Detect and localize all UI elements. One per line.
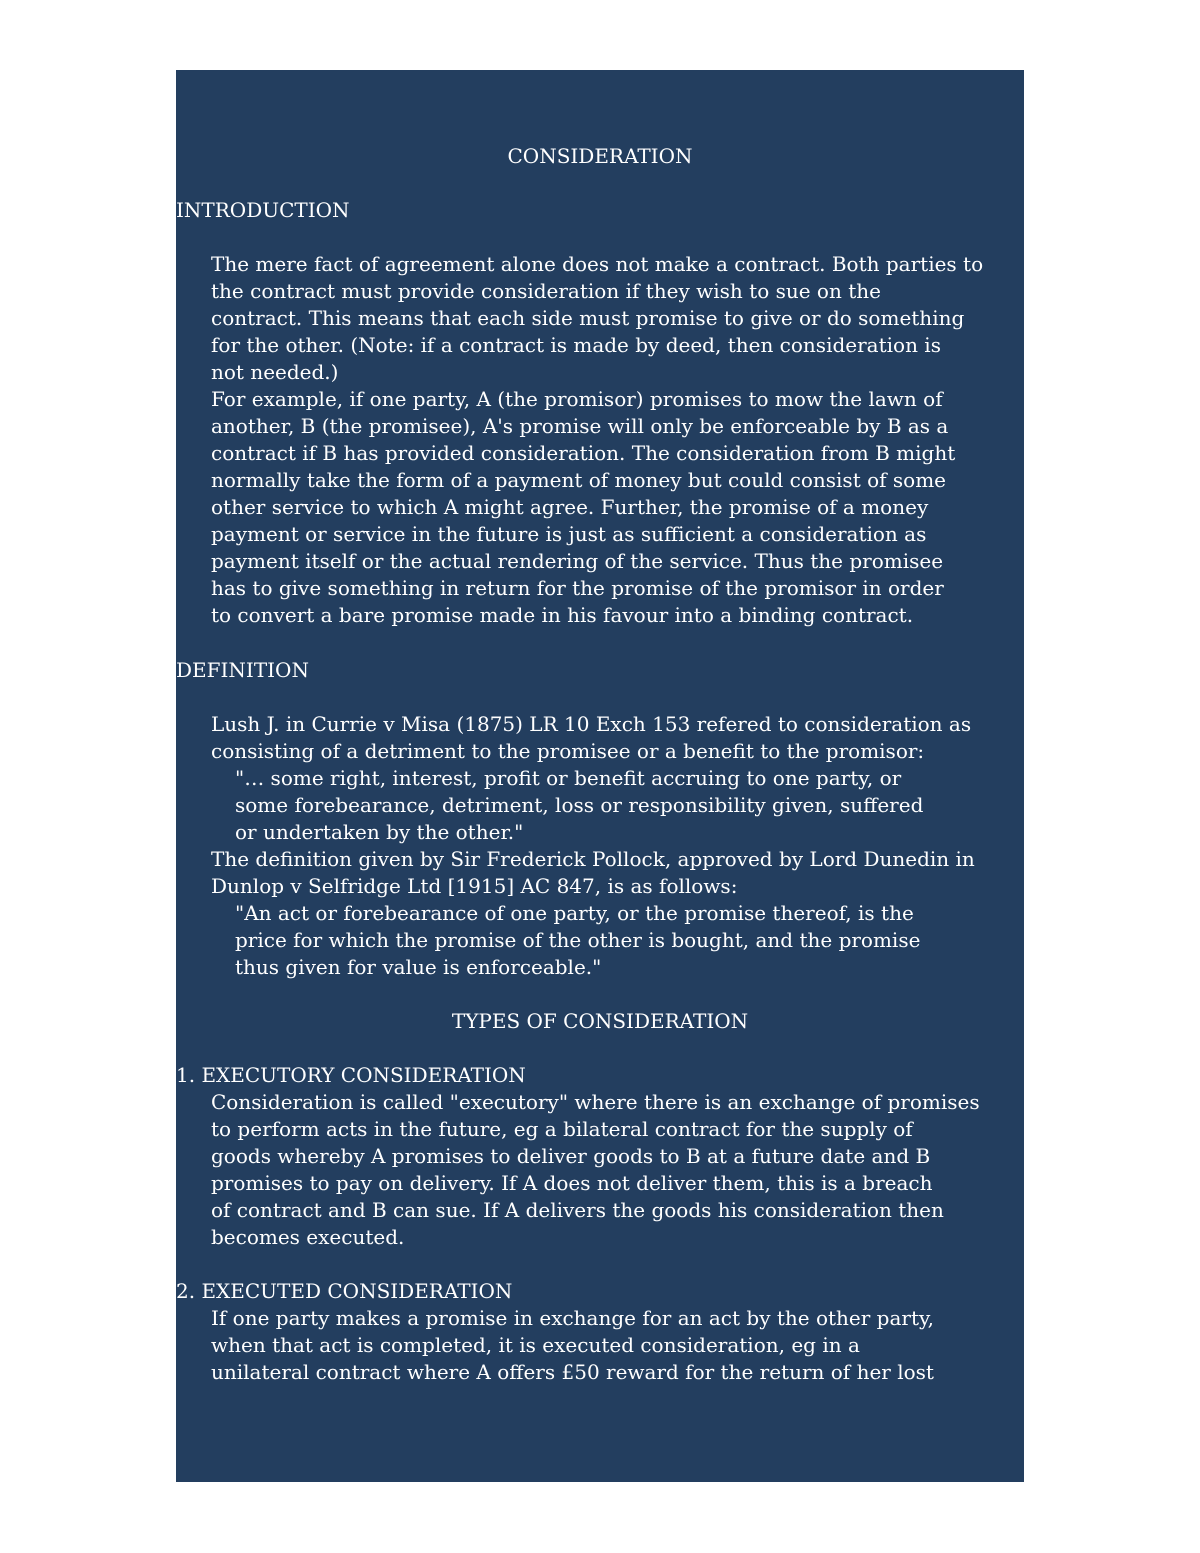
paragraph-line: payment itself or the actual rendering of the service. Thus the promisee: [211, 549, 944, 573]
definition-quote-pollock: [235, 900, 1015, 981]
paragraph-line: other service to which A might agree. Further, the promise of a money: [211, 495, 929, 519]
paragraph-line: The definition given by Sir Frederick Pollock, approved by Lord Dunedin in: [211, 847, 975, 871]
types-heading: TYPES OF CONSIDERATION: [451, 1009, 749, 1033]
executed-heading: 2. EXECUTED CONSIDERATION: [176, 1279, 513, 1303]
document-page: [176, 70, 1024, 1482]
quote-line: some forebearance, detriment, loss or responsibility given, suffered: [235, 793, 924, 817]
paragraph-line: the contract must provide consideration if they wish to sue on the: [211, 279, 881, 303]
paragraph-line: becomes executed.: [211, 1225, 405, 1249]
paragraph-line: If one party makes a promise in exchange for an act by the other party,: [211, 1306, 935, 1330]
paragraph-line: goods whereby A promises to deliver goods to B at a future date and B: [211, 1144, 931, 1168]
paragraph-line: for the other. (Note: if a contract is made by deed, then consideration is: [211, 333, 941, 357]
quote-line: "… some right, interest, profit or benefit accruing to one party, or: [235, 766, 902, 790]
quote-line: or undertaken by the other.": [235, 820, 524, 844]
paragraph-line: consisting of a detriment to the promisee or a benefit to the promisor:: [211, 739, 925, 763]
definition-intro-paragraph: [211, 711, 1023, 765]
definition-quote-currie: [235, 765, 1015, 846]
paragraph-line: unilateral contract where A offers £50 reward for the return of her lost: [211, 1360, 934, 1384]
paragraph-line: not needed.): [211, 360, 339, 384]
introduction-paragraph: [211, 251, 1023, 629]
paragraph-line: contract if B has provided consideration. The consideration from B might: [211, 441, 956, 465]
paragraph-line: when that act is completed, it is executed consideration, eg in a: [211, 1333, 860, 1357]
definition-pollock-paragraph: [211, 846, 1023, 900]
document-title: CONSIDERATION: [507, 144, 693, 168]
paragraph-line: to perform acts in the future, eg a bilateral contract for the supply of: [211, 1117, 913, 1141]
quote-line: thus given for value is enforceable.": [235, 955, 602, 979]
introduction-heading: INTRODUCTION: [176, 198, 350, 222]
paragraph-line: to convert a bare promise made in his favour into a binding contract.: [211, 603, 914, 627]
paragraph-line: Dunlop v Selfridge Ltd [1915] AC 847, is as follows:: [211, 874, 738, 898]
paragraph-line: has to give something in return for the promise of the promisor in order: [211, 576, 944, 600]
paragraph-line: another, B (the promisee), A's promise will only be enforceable by B as a: [211, 414, 949, 438]
paragraph-line: contract. This means that each side must promise to give or do something: [211, 306, 965, 330]
paragraph-line: The mere fact of agreement alone does not make a contract. Both parties to: [211, 252, 984, 276]
paragraph-line: Lush J. in Currie v Misa (1875) LR 10 Exch 153 refered to consideration as: [211, 712, 972, 736]
executed-paragraph: [211, 1305, 1023, 1386]
paragraph-line: normally take the form of a payment of money but could consist of some: [211, 468, 946, 492]
paragraph-line: promises to pay on delivery. If A does not deliver them, this is a breach: [211, 1171, 933, 1195]
definition-heading: DEFINITION: [176, 658, 309, 682]
quote-line: price for which the promise of the other is bought, and the promise: [235, 928, 921, 952]
paragraph-line: Consideration is called "executory" where there is an exchange of promises: [211, 1090, 980, 1114]
executory-heading: 1. EXECUTORY CONSIDERATION: [176, 1063, 526, 1087]
executory-paragraph: [211, 1089, 1023, 1251]
paragraph-line: of contract and B can sue. If A delivers the goods his consideration then: [211, 1198, 944, 1222]
paragraph-line: payment or service in the future is just as sufficient a consideration as: [211, 522, 927, 546]
paragraph-line: For example, if one party, A (the promisor) promises to mow the lawn of: [211, 387, 943, 411]
quote-line: "An act or forebearance of one party, or the promise thereof, is the: [235, 901, 914, 925]
